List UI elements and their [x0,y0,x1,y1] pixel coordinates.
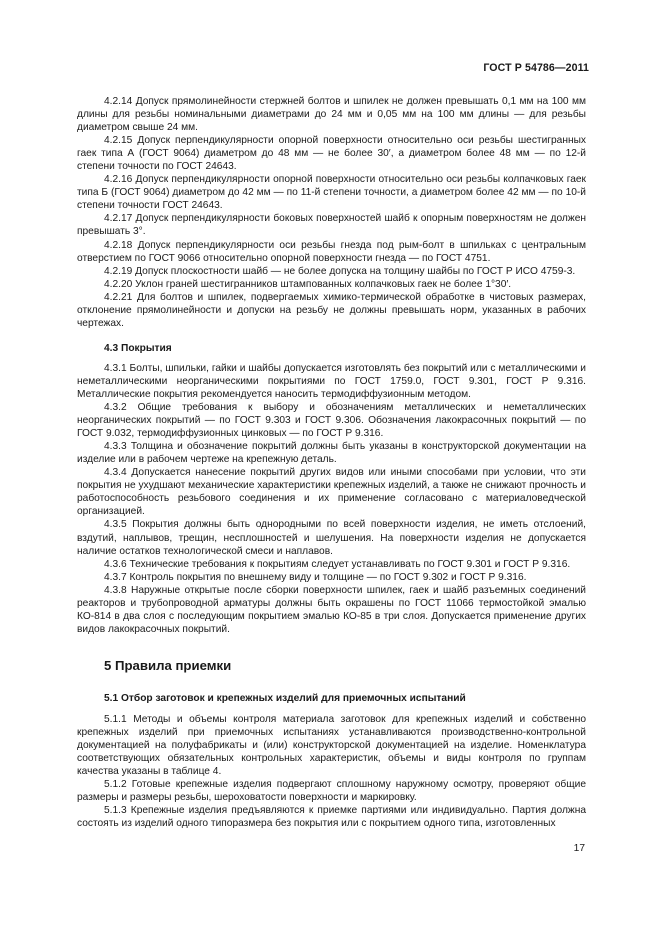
para-4-3-4: 4.3.4 Допускается нанесение покрытий других видов или иными способами при условии, что эти покрытия не ухудшают механические характеристики крепежных изделий, а также не снижают прочность и работоспособность резьбового соединения и их применение согласовано с материаловедческой организацией. [77,467,586,518]
doc-id: ГОСТ Р 54786—2011 [483,62,589,74]
para-4-2-14: 4.2.14 Допуск прямолинейности стержней болтов и шпилек не должен превышать 0,1 мм на 100 мм длины для резьбы номинальными диаметрами до 24 мм и 0,05 мм на 100 мм длины — для резьбы диаметром свыше 24 мм. [77,96,586,134]
para-4-2-17: 4.2.17 Допуск перпендикулярности боковых поверхностей шайб к опорным поверхностям не должен превышать 3°. [77,213,586,238]
para-4-2-20: 4.2.20 Уклон граней шестигранников штампованных колпачковых гаек не более 1°30′. [104,278,512,290]
document-header [0,62,589,74]
para-5-1-1: 5.1.1 Методы и объемы контроля материала заготовок для крепежных изделий и собственно крепежных изделий при приемочных испытаниях устанавливаются производственно-контрольной документацией на полуфабрикаты и (или) конструкторской документацией на изделие. Номенклатура соответствующих обязательных контрольных характеристик, объемы и виды контроля по группам качества указаны в таблице 4. [77,713,586,778]
para-4-3-3: 4.3.3 Толщина и обозначение покрытий должны быть указаны в конструкторской документации на изделие или в рабочем чертеже на крепежную деталь. [77,441,586,466]
page-number: 17 [573,843,585,854]
para-4-3-6: 4.3.6 Технические требования к покрытиям следует устанавливать по ГОСТ 9.301 и ГОСТ Р 9.316. [104,558,571,570]
para-5-1-2: 5.1.2 Готовые крепежные изделия подвергают сплошному наружному осмотру, проверяют общие размеры и размеры резьбы, шероховатости поверхности и маркировку. [77,779,586,804]
para-5-1-3: 5.1.3 Крепежные изделия предъявляются к приемке партиями или индивидуально. Партия должна состоять из изделий одного типоразмера без покрытия или с покрытием одного типа, изготовленных [77,805,586,830]
para-4-2-15: 4.2.15 Допуск перпендикулярности опорной поверхности относительно оси резьбы шестигранных гаек типа А (ГОСТ 9064) диаметром до 48 мм — не более 30′, а диаметром более 48 мм — по 12-й степени точности по ГОСТ 24643. [77,135,586,173]
para-4-2-18: 4.2.18 Допуск перпендикулярности оси резьбы гнезда под рым-болт в шпильках с центральным отверстием по ГОСТ 9066 относительно опорной поверхности гнезда — по ГОСТ 4751. [77,239,586,264]
para-4-3-5: 4.3.5 Покрытия должны быть однородными по всей поверхности изделия, не иметь отслоений, вздутий, наплывов, трещин, несплошностей и шелушения. На поверхности изделия не допускается наличие остатков технологической смеси и наплавов. [77,519,586,557]
heading-4-3: 4.3 Покрытия [104,342,172,354]
heading-5-1: 5.1 Отбор заготовок и крепежных изделий для приемочных испытаний [104,692,466,704]
para-4-3-2: 4.3.2 Общие требования к выбору и обозначениям металлических и неметаллических неорганических покрытий — по ГОСТ 9.303 и ГОСТ 9.306. Обозначения лакокрасочных покрытий — по ГОСТ 9.032, термодиффузионных цинковых — по ГОСТ Р 9.316. [77,402,586,440]
document-content [77,95,586,830]
para-4-2-19: 4.2.19 Допуск плоскостности шайб — не более допуска на толщину шайбы по ГОСТ Р ИСО 4759-3. [104,265,576,277]
content-column [77,95,586,830]
para-4-3-7: 4.3.7 Контроль покрытия по внешнему виду и толщине — по ГОСТ 9.302 и ГОСТ Р 9.316. [104,571,527,583]
para-4-2-21: 4.2.21 Для болтов и шпилек, подвергаемых химико-термической обработке в чистовых размерах, отклонение прямолинейности и допуски на резьбу не должны превышать норм, указанных в рабочих чертежах. [77,291,586,329]
para-4-3-8: 4.3.8 Наружные открытые после сборки поверхности шпилек, гаек и шайб разъемных соединений реакторов и трубопроводной арматуры должны быть окрашены по ГОСТ 11066 термостойкой эмалью КО-814 в два слоя с последующим покрытием эмалью КО-85 в три слоя. Допускается применение других видов лакокрасочных покрытий. [77,584,586,635]
para-4-2-16: 4.2.16 Допуск перпендикулярности опорной поверхности относительно оси резьбы колпачковых гаек типа Б (ГОСТ 9064) диаметром до 42 мм — по 11-й степени точности, а диаметром более 42 мм — по 10-й степени точности ГОСТ 24643. [77,174,586,212]
para-4-3-1: 4.3.1 Болты, шпильки, гайки и шайбы допускается изготовлять без покрытий или с металлическими и неметаллическими неорганическими покрытиями по ГОСТ 1759.0, ГОСТ 9.301, ГОСТ Р 9.316. Металлические покрытия рекомендуется наносить термодиффузионным методом. [77,362,586,400]
heading-section-5: 5 Правила приемки [104,657,232,673]
